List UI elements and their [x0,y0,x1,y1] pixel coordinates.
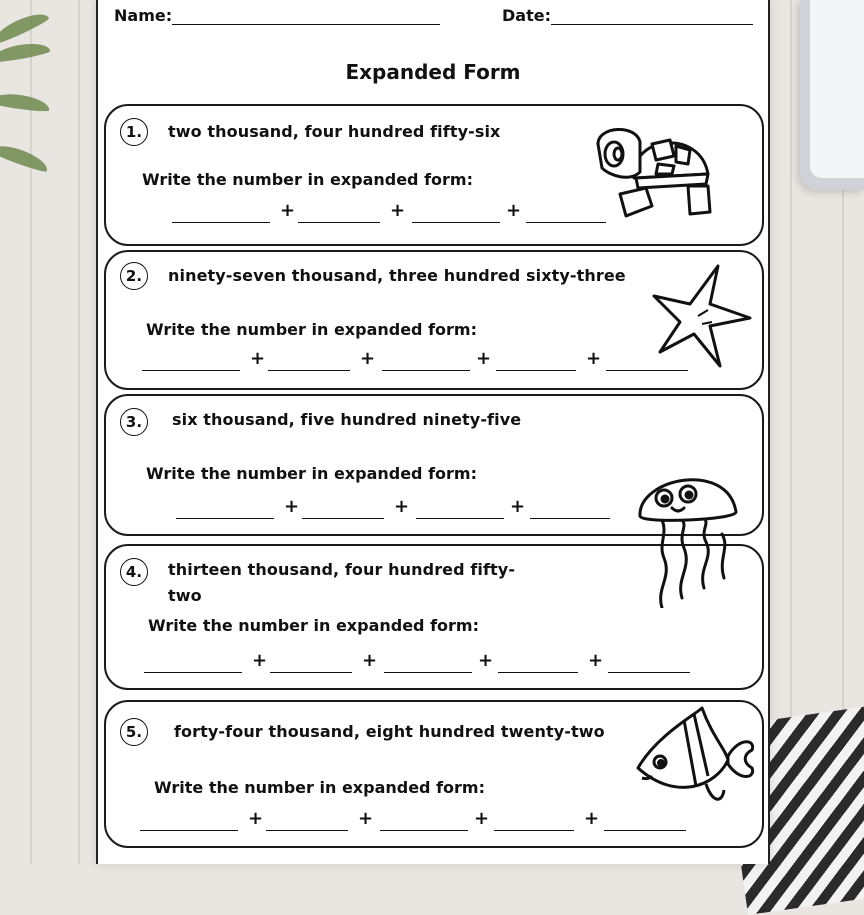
plus-sign: + [478,650,494,671]
answer-blank[interactable] [494,830,574,831]
answer-blank[interactable] [416,518,504,519]
problem-prompt: forty-four thousand, eight hundred twenty-two [174,722,605,741]
turtle-icon [590,116,720,226]
answer-blank[interactable] [142,370,240,371]
starfish-icon [646,260,756,370]
instruction-text: Write the number in expanded form: [148,616,479,635]
plus-sign: + [390,200,406,221]
answer-blank[interactable] [298,222,380,223]
answer-blank[interactable] [302,518,384,519]
fish-icon [636,706,756,810]
tablet-screen [810,0,864,178]
answer-blank[interactable] [530,518,610,519]
answer-blank[interactable] [608,672,690,673]
date-field[interactable] [502,6,753,25]
plant-leaf-icon [0,91,51,113]
plus-sign: + [584,808,600,829]
plus-sign: + [248,808,264,829]
problem-prompt-line2: two [168,586,202,605]
answer-blank[interactable] [172,222,270,223]
answer-blank[interactable] [498,672,578,673]
problem-card-5 [104,700,764,848]
problem-prompt: ninety-seven thousand, three hundred sixty-three [168,266,626,285]
plant-leaf-icon [0,140,51,174]
answer-blank[interactable] [606,370,688,371]
problem-number: 3. [120,408,148,436]
plus-sign: + [362,650,378,671]
problem-number: 5. [120,718,148,746]
answer-blank[interactable] [412,222,500,223]
problem-number: 4. [120,558,148,586]
name-blank[interactable] [172,8,440,25]
plank-seam [78,0,80,864]
name-field[interactable] [114,6,440,25]
answer-blank[interactable] [140,830,238,831]
problem-card-1 [104,104,764,246]
plank-seam [30,0,32,864]
plus-sign: + [510,496,526,517]
answer-blank[interactable] [144,672,242,673]
problem-number: 1. [120,118,148,146]
jellyfish-icon [632,458,742,608]
answer-blank[interactable] [380,830,468,831]
problem-card-2 [104,250,764,390]
plus-sign: + [280,200,296,221]
answer-blank[interactable] [270,672,352,673]
answer-blank[interactable] [268,370,350,371]
plant-leaf-icon [0,40,51,64]
page-title: Expanded Form [345,60,521,84]
worksheet [96,0,770,864]
plus-sign: + [360,348,376,369]
problem-number: 2. [120,262,148,290]
plus-sign: + [252,650,268,671]
answer-blank[interactable] [384,672,472,673]
answer-blank[interactable] [496,370,576,371]
instruction-text: Write the number in expanded form: [146,464,477,483]
plant-leaf-icon [0,8,50,46]
answer-blank[interactable] [266,830,348,831]
plus-sign: + [474,808,490,829]
plus-sign: + [358,808,374,829]
tablet-device [800,0,864,190]
answer-blank[interactable] [604,830,686,831]
plus-sign: + [588,650,604,671]
plus-sign: + [476,348,492,369]
date-blank[interactable] [551,8,753,25]
problem-prompt-line1: thirteen thousand, four hundred fifty- [168,560,516,579]
plus-sign: + [586,348,602,369]
problem-prompt: six thousand, five hundred ninety-five [172,410,522,429]
answer-blank[interactable] [382,370,470,371]
instruction-text: Write the number in expanded form: [154,778,485,797]
plus-sign: + [250,348,266,369]
answer-blank[interactable] [176,518,274,519]
date-label: Date: [502,6,551,25]
name-label: Name: [114,6,173,25]
plus-sign: + [284,496,300,517]
plus-sign: + [394,496,410,517]
plus-sign: + [506,200,522,221]
instruction-text: Write the number in expanded form: [146,320,477,339]
problem-prompt: two thousand, four hundred fifty-six [168,122,501,141]
instruction-text: Write the number in expanded form: [142,170,473,189]
